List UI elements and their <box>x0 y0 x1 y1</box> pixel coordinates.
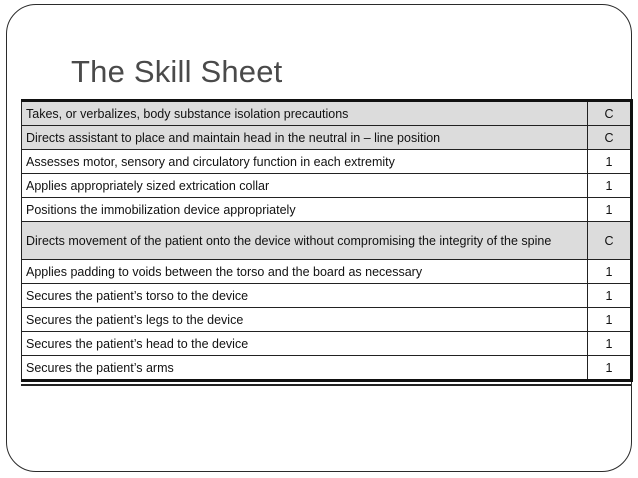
skill-score: C <box>588 101 632 126</box>
skill-step-text: Directs movement of the patient onto the device without compromising the integrity of the spine <box>22 222 588 260</box>
skill-row <box>22 222 632 260</box>
skill-row <box>22 101 632 126</box>
skill-score: 1 <box>588 260 632 284</box>
skill-step-text: Directs assistant to place and maintain head in the neutral in – line position <box>22 126 588 150</box>
skill-score: 1 <box>588 198 632 222</box>
skill-step-text: Secures the patient’s head to the device <box>22 332 588 356</box>
skill-step-text: Takes, or verbalizes, body substance isolation precautions <box>22 101 588 126</box>
skill-step-text: Secures the patient’s torso to the device <box>22 284 588 308</box>
skill-row <box>22 332 632 356</box>
skill-step-text: Applies padding to voids between the torso and the board as necessary <box>22 260 588 284</box>
skill-row <box>22 198 632 222</box>
skill-row <box>22 260 632 284</box>
skill-score: 1 <box>588 332 632 356</box>
skill-sheet-body <box>22 101 632 381</box>
skill-score: 1 <box>588 356 632 381</box>
skill-row <box>22 356 632 381</box>
slide-title: The Skill Sheet <box>71 54 283 89</box>
skill-score: 1 <box>588 284 632 308</box>
skill-row <box>22 150 632 174</box>
skill-step-text: Secures the patient’s legs to the device <box>22 308 588 332</box>
skill-score: 1 <box>588 150 632 174</box>
skill-step-text: Applies appropriately sized extrication collar <box>22 174 588 198</box>
skill-step-text: Secures the patient’s arms <box>22 356 588 381</box>
skill-step-text: Positions the immobilization device appropriately <box>22 198 588 222</box>
skill-row <box>22 174 632 198</box>
skill-score: 1 <box>588 174 632 198</box>
skill-score: C <box>588 126 632 150</box>
skill-sheet-table <box>21 99 633 382</box>
skill-row <box>22 284 632 308</box>
skill-score: C <box>588 222 632 260</box>
table-cut-line <box>21 384 631 386</box>
skill-row <box>22 126 632 150</box>
skill-row <box>22 308 632 332</box>
skill-step-text: Assesses motor, sensory and circulatory function in each extremity <box>22 150 588 174</box>
skill-score: 1 <box>588 308 632 332</box>
